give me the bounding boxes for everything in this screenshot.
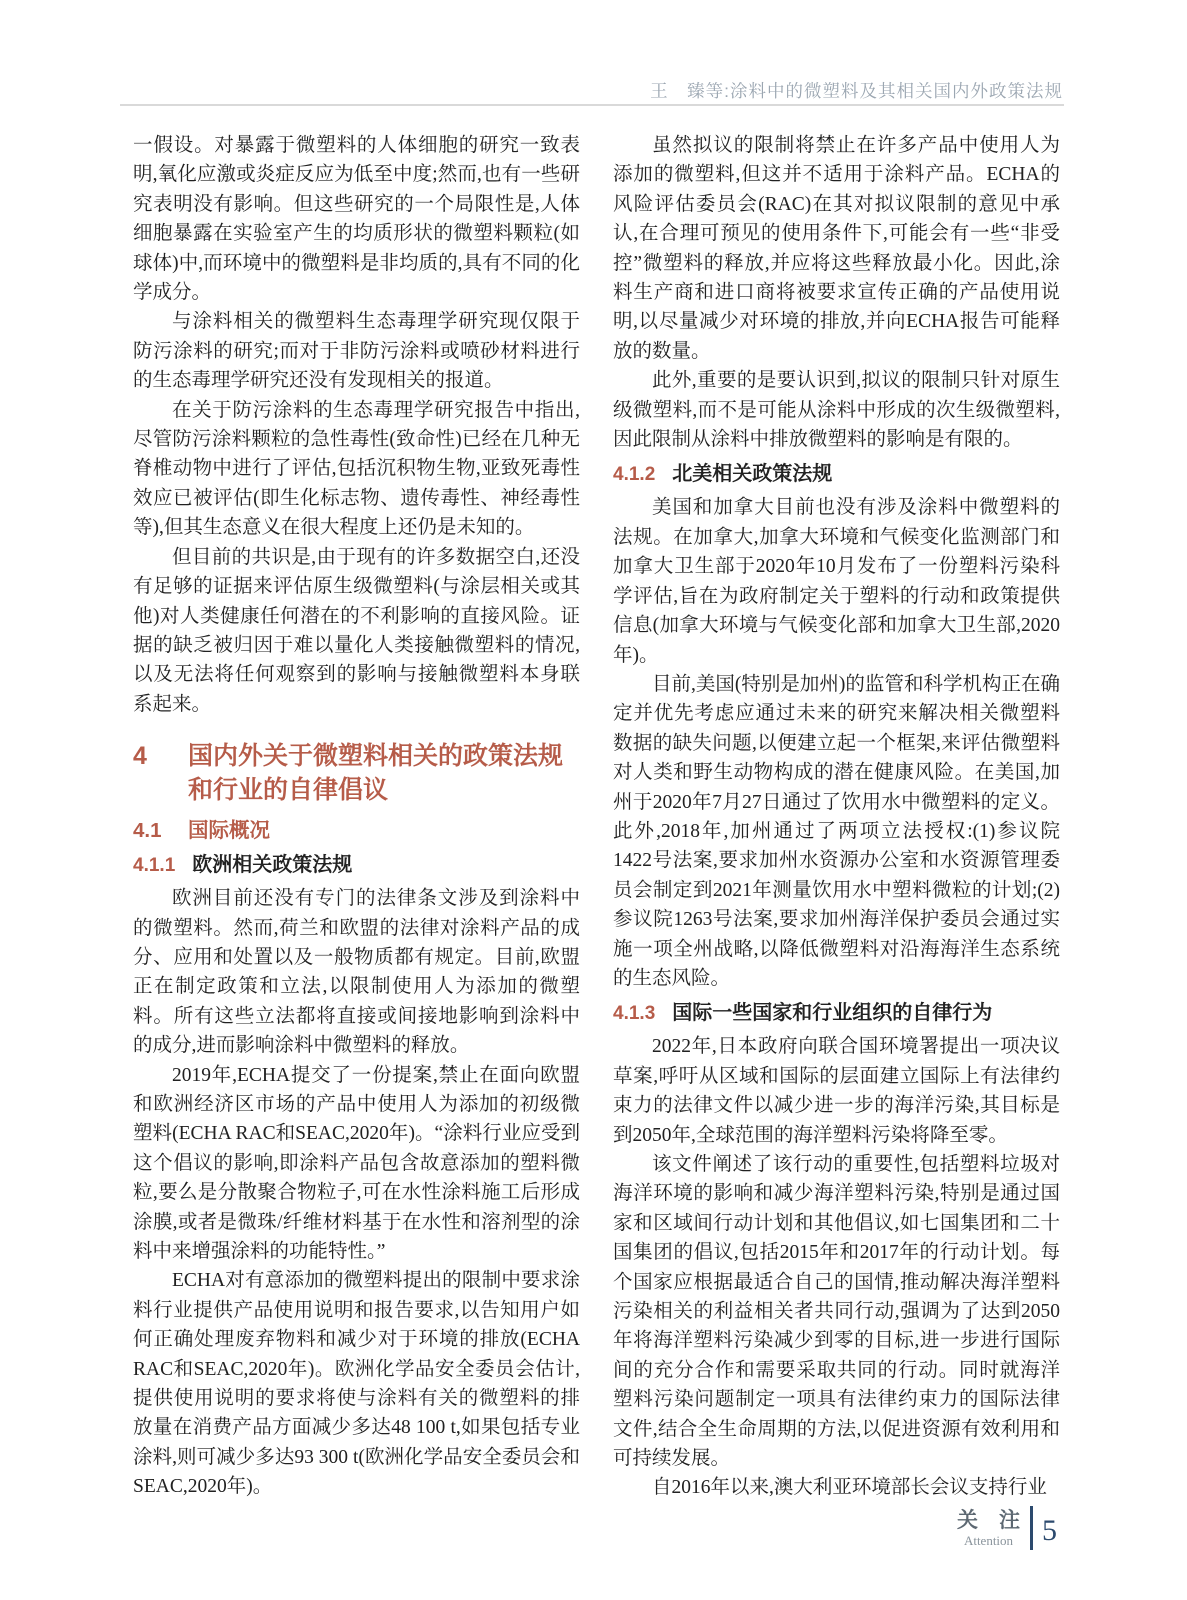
left-column bbox=[133, 131, 580, 1503]
subsubsection-heading-4-1-2 bbox=[613, 460, 1060, 489]
paragraph: 与涂料相关的微塑料生态毒理学研究现仅限于防污涂料的研究;而对于非防污涂料或喷砂材料进行的生态毒理学研究还没有发现相关的报道。 bbox=[133, 311, 580, 392]
paragraph: ECHA对有意添加的微塑料提出的限制中要求涂料行业提供产品使用说明和报告要求,以告知用户如何正确处理废弃物料和减少对于环境的排放(ECHA RAC和SEAC,2020年)。欧洲化学品安全委员会估计,提供使用说明的要求将使与涂料有关的微塑料的排放量在消费产品方面减少多达48 100 t,如果包括专业涂料,则可减少多达93 300 t(欧洲化学品安全委员会和SEAC,2020年)。 bbox=[133, 1270, 580, 1498]
paragraph: 此外,重要的是要认识到,拟议的限制只针对原生级微塑料,而不是可能从涂料中形成的次生级微塑料,因此限制从涂料中排放微塑料的影响是有限的。 bbox=[613, 370, 1060, 451]
section-heading-4 bbox=[133, 739, 580, 807]
subsection-number: 4.1 bbox=[133, 819, 162, 843]
paragraph: 美国和加拿大目前也没有涉及涂料中微塑料的法规。在加拿大,加拿大环境和气候变化监测部门和加拿大卫生部于2020年10月发布了一份塑料污染科学评估,旨在为政府制定关于塑料的行动和政策提供信息(加拿大环境与气候变化部和加拿大卫生部,2020年)。 bbox=[613, 497, 1060, 666]
subsection-heading-4-1 bbox=[133, 817, 580, 845]
footer-section-label bbox=[957, 1509, 1020, 1548]
header-rule bbox=[120, 104, 1064, 106]
paragraph: 虽然拟议的限制将禁止在许多产品中使用人为添加的微塑料,但这并不适用于涂料产品。ECHA的风险评估委员会(RAC)在其对拟议限制的意见中承认,在合理可预见的使用条件下,可能会有一些“非受控”微塑料的释放,并应将这些释放最小化。因此,涂料生产商和进口商将被要求宣传正确的产品使用说明,以尽量减少对环境的排放,并向ECHA报告可能释放的数量。 bbox=[613, 135, 1060, 362]
subsubsection-heading-4-1-1 bbox=[133, 851, 580, 880]
page-number: 5 bbox=[1042, 1514, 1057, 1547]
section-title: 国内外关于微塑料相关的政策法规和行业的自律倡议 bbox=[188, 742, 564, 805]
two-column-body bbox=[133, 131, 1060, 1503]
subsection-title: 国际概况 bbox=[188, 819, 270, 843]
subsubsection-heading-4-1-3 bbox=[613, 999, 1060, 1028]
paragraph: 欧洲目前还没有专门的法律条文涉及到涂料中的微塑料。然而,荷兰和欧盟的法律对涂料产品的成分、应用和处置以及一般物质都有规定。目前,欧盟正在制定政策和立法,以限制使用人为添加的微塑料。所有这些立法都将直接或间接地影响到涂料中的成分,进而影响涂料中微塑料的释放。 bbox=[133, 888, 580, 1057]
paragraph: 2022年,日本政府向联合国环境署提出一项决议草案,呼吁从区域和国际的层面建立国际上有法律约束力的法律文件以减少进一步的海洋污染,其目标是到2050年,全球范围的海洋塑料污染将降至零。 bbox=[613, 1036, 1060, 1146]
page-footer bbox=[957, 1506, 1057, 1550]
paragraph: 目前,美国(特别是加州)的监管和科学机构正在确定并优先考虑应通过未来的研究来解决相关微塑料数据的缺失问题,以便建立起一个框架,来评估微塑料对人类和野生动物构成的潜在健康风险。在美国,加州于2020年7月27日通过了饮用水中微塑料的定义。此外,2018年,加州通过了两项立法授权:(1)参议院1422号法案,要求加州水资源办公室和水资源管理委员会制定到2021年测量饮用水中塑料微粒的计划;(2)参议院1263号法案,要求加州海洋保护委员会通过实施一项全州战略,以降低微塑料对沿海海洋生态系统的生态风险。 bbox=[613, 673, 1060, 989]
paragraph: 自2016年以来,澳大利亚环境部长会议支持行业 bbox=[652, 1477, 1047, 1499]
paragraph: 2019年,ECHA提交了一份提案,禁止在面向欧盟和欧洲经济区市场的产品中使用人为添加的初级微塑料(ECHA RAC和SEAC,2020年)。“涂料行业应受到这个倡议的影响,即涂料产品包含故意添加的塑料微粒,要么是分散聚合物粒子,可在水性涂料施工后形成涂膜,或者是微珠/纤维材料基于在水性和溶剂型的涂料中来增强涂料的功能特性。” bbox=[133, 1064, 580, 1262]
subsubsection-number: 4.1.2 bbox=[613, 464, 656, 486]
running-header-title: 王 臻等:涂料中的微塑料及其相关国内外政策法规 bbox=[650, 81, 1063, 101]
right-column bbox=[613, 131, 1060, 1503]
subsubsection-title: 北美相关政策法规 bbox=[672, 463, 833, 486]
subsubsection-title: 欧洲相关政策法规 bbox=[192, 854, 353, 877]
section-number: 4 bbox=[133, 742, 147, 771]
paragraph: 在关于防污涂料的生态毒理学研究报告中指出,尽管防污涂料颗粒的急性毒性(致命性)已经在几种无脊椎动物中进行了评估,包括沉积物生物,亚致死毒性效应已被评估(即生化标志物、遗传毒性、神经毒性等),但其生态意义在很大程度上还仍是未知的。 bbox=[133, 399, 580, 539]
paragraph: 一假设。对暴露于微塑料的人体细胞的研究一致表明,氧化应激或炎症反应为低至中度;然而,也有一些研究表明没有影响。但这些研究的一个局限性是,人体细胞暴露在实验室产生的均质形状的微塑料颗粒(如球体)中,而环境中的微塑料是非均质的,具有不同的化学成分。 bbox=[133, 135, 580, 304]
footer-section-en: Attention bbox=[963, 1532, 1014, 1548]
footer-section-zh: 关 注 bbox=[957, 1508, 1020, 1532]
footer-divider-bar bbox=[1030, 1506, 1033, 1550]
subsubsection-title: 国际一些国家和行业组织的自律行为 bbox=[672, 1002, 993, 1025]
paragraph: 该文件阐述了该行动的重要性,包括塑料垃圾对海洋环境的影响和减少海洋塑料污染,特别是通过国家和区域间行动计划和其他倡议,如七国集团和二十国集团的倡议,包括2015年和2017年的行动计划。每个国家应根据最适合自己的国情,推动解决海洋塑料污染相关的利益相关者共同行动,强调为了达到2050年将海洋塑料污染减少到零的目标,进一步进行国际间的充分合作和需要采取共同的行动。同时就海洋塑料污染问题制定一项具有法律约束力的国际法律文件,结合全生命周期的方法,以促进资源有效利用和可持续发展。 bbox=[613, 1154, 1060, 1470]
subsubsection-number: 4.1.1 bbox=[133, 855, 176, 877]
paragraph: 但目前的共识是,由于现有的许多数据空白,还没有足够的证据来评估原生级微塑料(与涂层相关或其他)对人类健康任何潜在的不利影响的直接风险。证据的缺乏被归因于难以量化人类接触微塑料的情况,以及无法将任何观察到的影响与接触微塑料本身联系起来。 bbox=[133, 546, 580, 715]
subsubsection-number: 4.1.3 bbox=[613, 1003, 656, 1025]
